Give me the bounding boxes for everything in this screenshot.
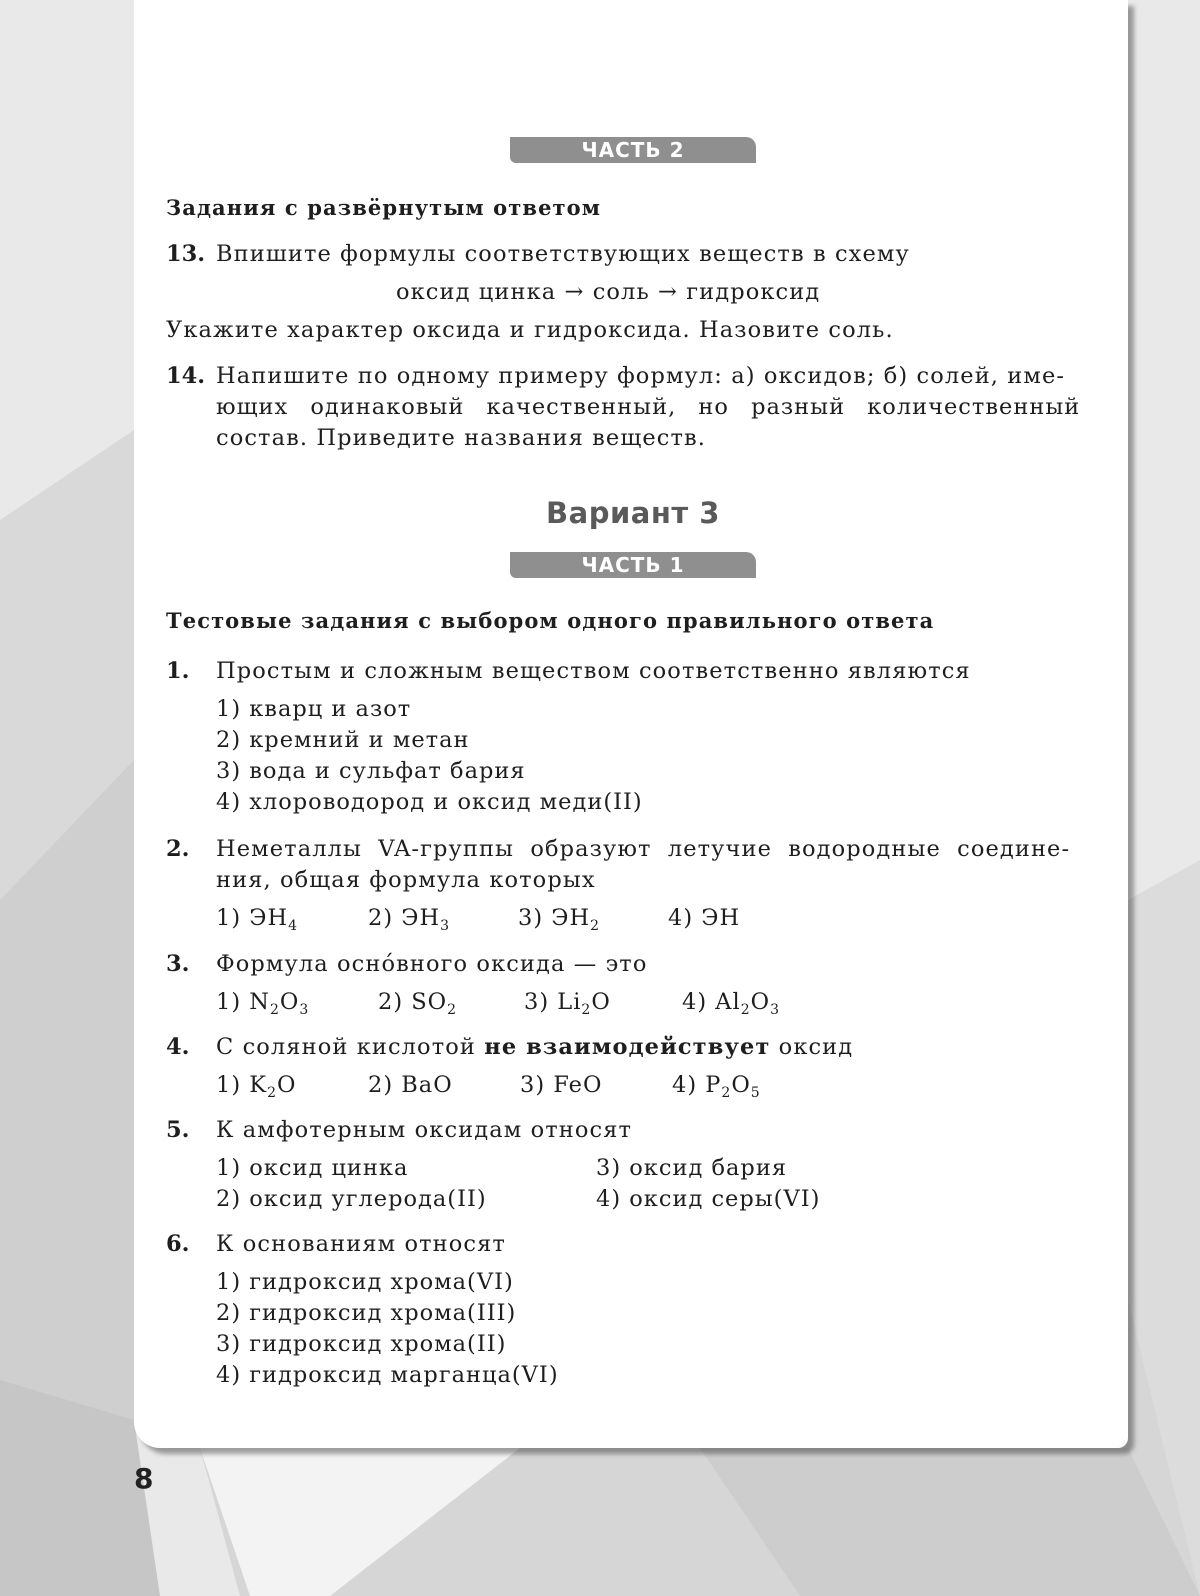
- q5-text: К амфотерным оксидам относят: [216, 1117, 633, 1143]
- q14-line-3: состав. Приведите названия веществ.: [216, 425, 707, 451]
- q4-option-3-part: FeO: [553, 1072, 603, 1098]
- q4-option-4-sub: 5: [750, 1085, 761, 1101]
- q3-option-4-part: Al: [715, 989, 741, 1015]
- q3-option-1-part: O: [279, 989, 300, 1015]
- q1-number: 1.: [166, 658, 190, 684]
- q2-line-1: Неметаллы VA-группы образуют летучие водородные соедине-: [216, 836, 1071, 862]
- q4-option-1-part: O: [276, 1072, 297, 1098]
- q3-option-1-sub: 3: [299, 1002, 310, 1018]
- q2-number: 2.: [166, 836, 190, 862]
- q3-option-1-part: N: [249, 989, 270, 1015]
- q4-text-part-b: оксид: [770, 1034, 854, 1060]
- q5-number: 5.: [166, 1117, 190, 1143]
- q4-text: [216, 1034, 853, 1060]
- q4-option-1-sub: 2: [267, 1085, 277, 1101]
- q6-number: 6.: [166, 1231, 190, 1257]
- q3-option-1: [216, 989, 309, 1018]
- q5-option-2: 2) оксид углерода(II): [216, 1186, 487, 1212]
- part-1-heading: Тестовые задания с выбором одного правильного ответа: [166, 608, 935, 633]
- part-2-heading: Задания с развёрнутым ответом: [166, 195, 602, 220]
- q1-option-3: 3) вода и сульфат бария: [216, 758, 526, 784]
- q13-number: 13.: [166, 241, 206, 267]
- q3-text-part-b: вного оксида — это: [396, 951, 648, 977]
- q4-option-1: [216, 1072, 296, 1101]
- part-1-badge: ЧАСТЬ 1: [510, 552, 756, 578]
- q3-text-part-a: Формула осно: [216, 951, 397, 977]
- q1-option-2: 2) кремний и метан: [216, 727, 470, 753]
- q3-option-2-sub: 2: [447, 1002, 458, 1018]
- q3-option-3-sub: 2: [581, 1002, 592, 1018]
- q1-option-1: 1) кварц и азот: [216, 696, 412, 722]
- q13-scheme: оксид цинка → соль → гидроксид: [396, 279, 821, 305]
- q2-option-2-sub: 3: [440, 918, 451, 934]
- q1-option-4: 4) хлороводород и оксид меди(II): [216, 789, 643, 815]
- q3-option-4-part: O: [750, 989, 771, 1015]
- q3-option-3-label: 3): [524, 989, 558, 1015]
- q2-option-1: [216, 905, 298, 934]
- q14-number: 14.: [166, 363, 206, 389]
- q4-option-2: [368, 1072, 453, 1098]
- q4-option-4-sub: 2: [721, 1085, 732, 1101]
- q4-option-4-label: 4): [672, 1072, 706, 1098]
- q2-option-4: [668, 905, 740, 931]
- q13-note: Укажите характер оксида и гидроксида. Назовите соль.: [166, 317, 894, 343]
- q4-number: 4.: [166, 1034, 190, 1060]
- q4-option-1-label: 1): [216, 1072, 250, 1098]
- q1-text: Простым и сложным веществом соответственно являются: [216, 658, 971, 684]
- q3-option-4: [682, 989, 780, 1018]
- q6-option-2: 2) гидроксид хрома(III): [216, 1300, 517, 1326]
- q14-line-2: [216, 394, 1102, 420]
- q4-option-4-part: O: [731, 1072, 751, 1098]
- q2-option-1-label: 1) ЭН: [216, 905, 289, 931]
- q13-text: Впишите формулы соответствующих веществ в схему: [216, 241, 910, 267]
- q3-option-2-part: SO: [411, 989, 448, 1015]
- q14-line-1: Напишите по одному примеру формул: а) оксидов; б) солей, име-: [216, 363, 1066, 389]
- q5-option-1: 1) оксид цинка: [216, 1155, 409, 1181]
- q3-option-3: [524, 989, 611, 1018]
- q4-option-4-part: P: [705, 1072, 722, 1098]
- q4-option-4: [672, 1072, 761, 1101]
- q2-option-1-sub: 4: [288, 918, 299, 934]
- q6-option-4: 4) гидроксид марганца(VI): [216, 1362, 559, 1388]
- q2-option-4-label: 4) ЭН: [668, 905, 741, 931]
- q6-option-1: 1) гидроксид хрома(VI): [216, 1269, 514, 1295]
- q3-option-4-label: 4): [682, 989, 716, 1015]
- q2-option-3-label: 3) ЭН: [518, 905, 591, 931]
- q2-option-3: [518, 905, 600, 934]
- q3-option-4-sub: 3: [770, 1002, 780, 1018]
- q2-option-2: [368, 905, 450, 934]
- variant-title: Вариант 3: [546, 496, 720, 530]
- q3-option-3-part: O: [591, 989, 611, 1015]
- q4-option-1-part: K: [249, 1072, 268, 1098]
- q3-option-1-sub: 2: [269, 1002, 280, 1018]
- q3-option-3-part: Li: [557, 989, 582, 1015]
- q5-option-3: 3) оксид бария: [596, 1155, 788, 1181]
- q3-option-2-label: 2): [378, 989, 412, 1015]
- q6-text: К основаниям относят: [216, 1231, 506, 1257]
- q2-option-3-sub: 2: [590, 918, 601, 934]
- q3-text: [216, 951, 648, 977]
- part-2-badge: ЧАСТЬ 2: [510, 137, 756, 163]
- q3-number: 3.: [166, 951, 190, 977]
- page-number: 8: [134, 1462, 154, 1495]
- q5-option-4: 4) оксид серы(VI): [596, 1186, 821, 1212]
- q2-line-2: ния, общая формула которых: [216, 867, 596, 893]
- q2-option-2-label: 2) ЭН: [368, 905, 441, 931]
- q14-line-2-text: ющих одинаковый качественный, но разный количественный: [216, 394, 1081, 420]
- q4-option-3-label: 3): [520, 1072, 554, 1098]
- q4-option-2-label: 2): [368, 1072, 402, 1098]
- q3-option-1-label: 1): [216, 989, 250, 1015]
- q4-text-bold: не взаимодействует: [484, 1034, 771, 1060]
- q4-option-3: [520, 1072, 602, 1098]
- q4-option-2-part: BaO: [401, 1072, 453, 1098]
- q6-option-3: 3) гидроксид хрома(II): [216, 1331, 507, 1357]
- q3-option-2: [378, 989, 457, 1018]
- q4-text-part-a: С соляной кислотой: [216, 1034, 485, 1060]
- q3-option-4-sub: 2: [740, 1002, 751, 1018]
